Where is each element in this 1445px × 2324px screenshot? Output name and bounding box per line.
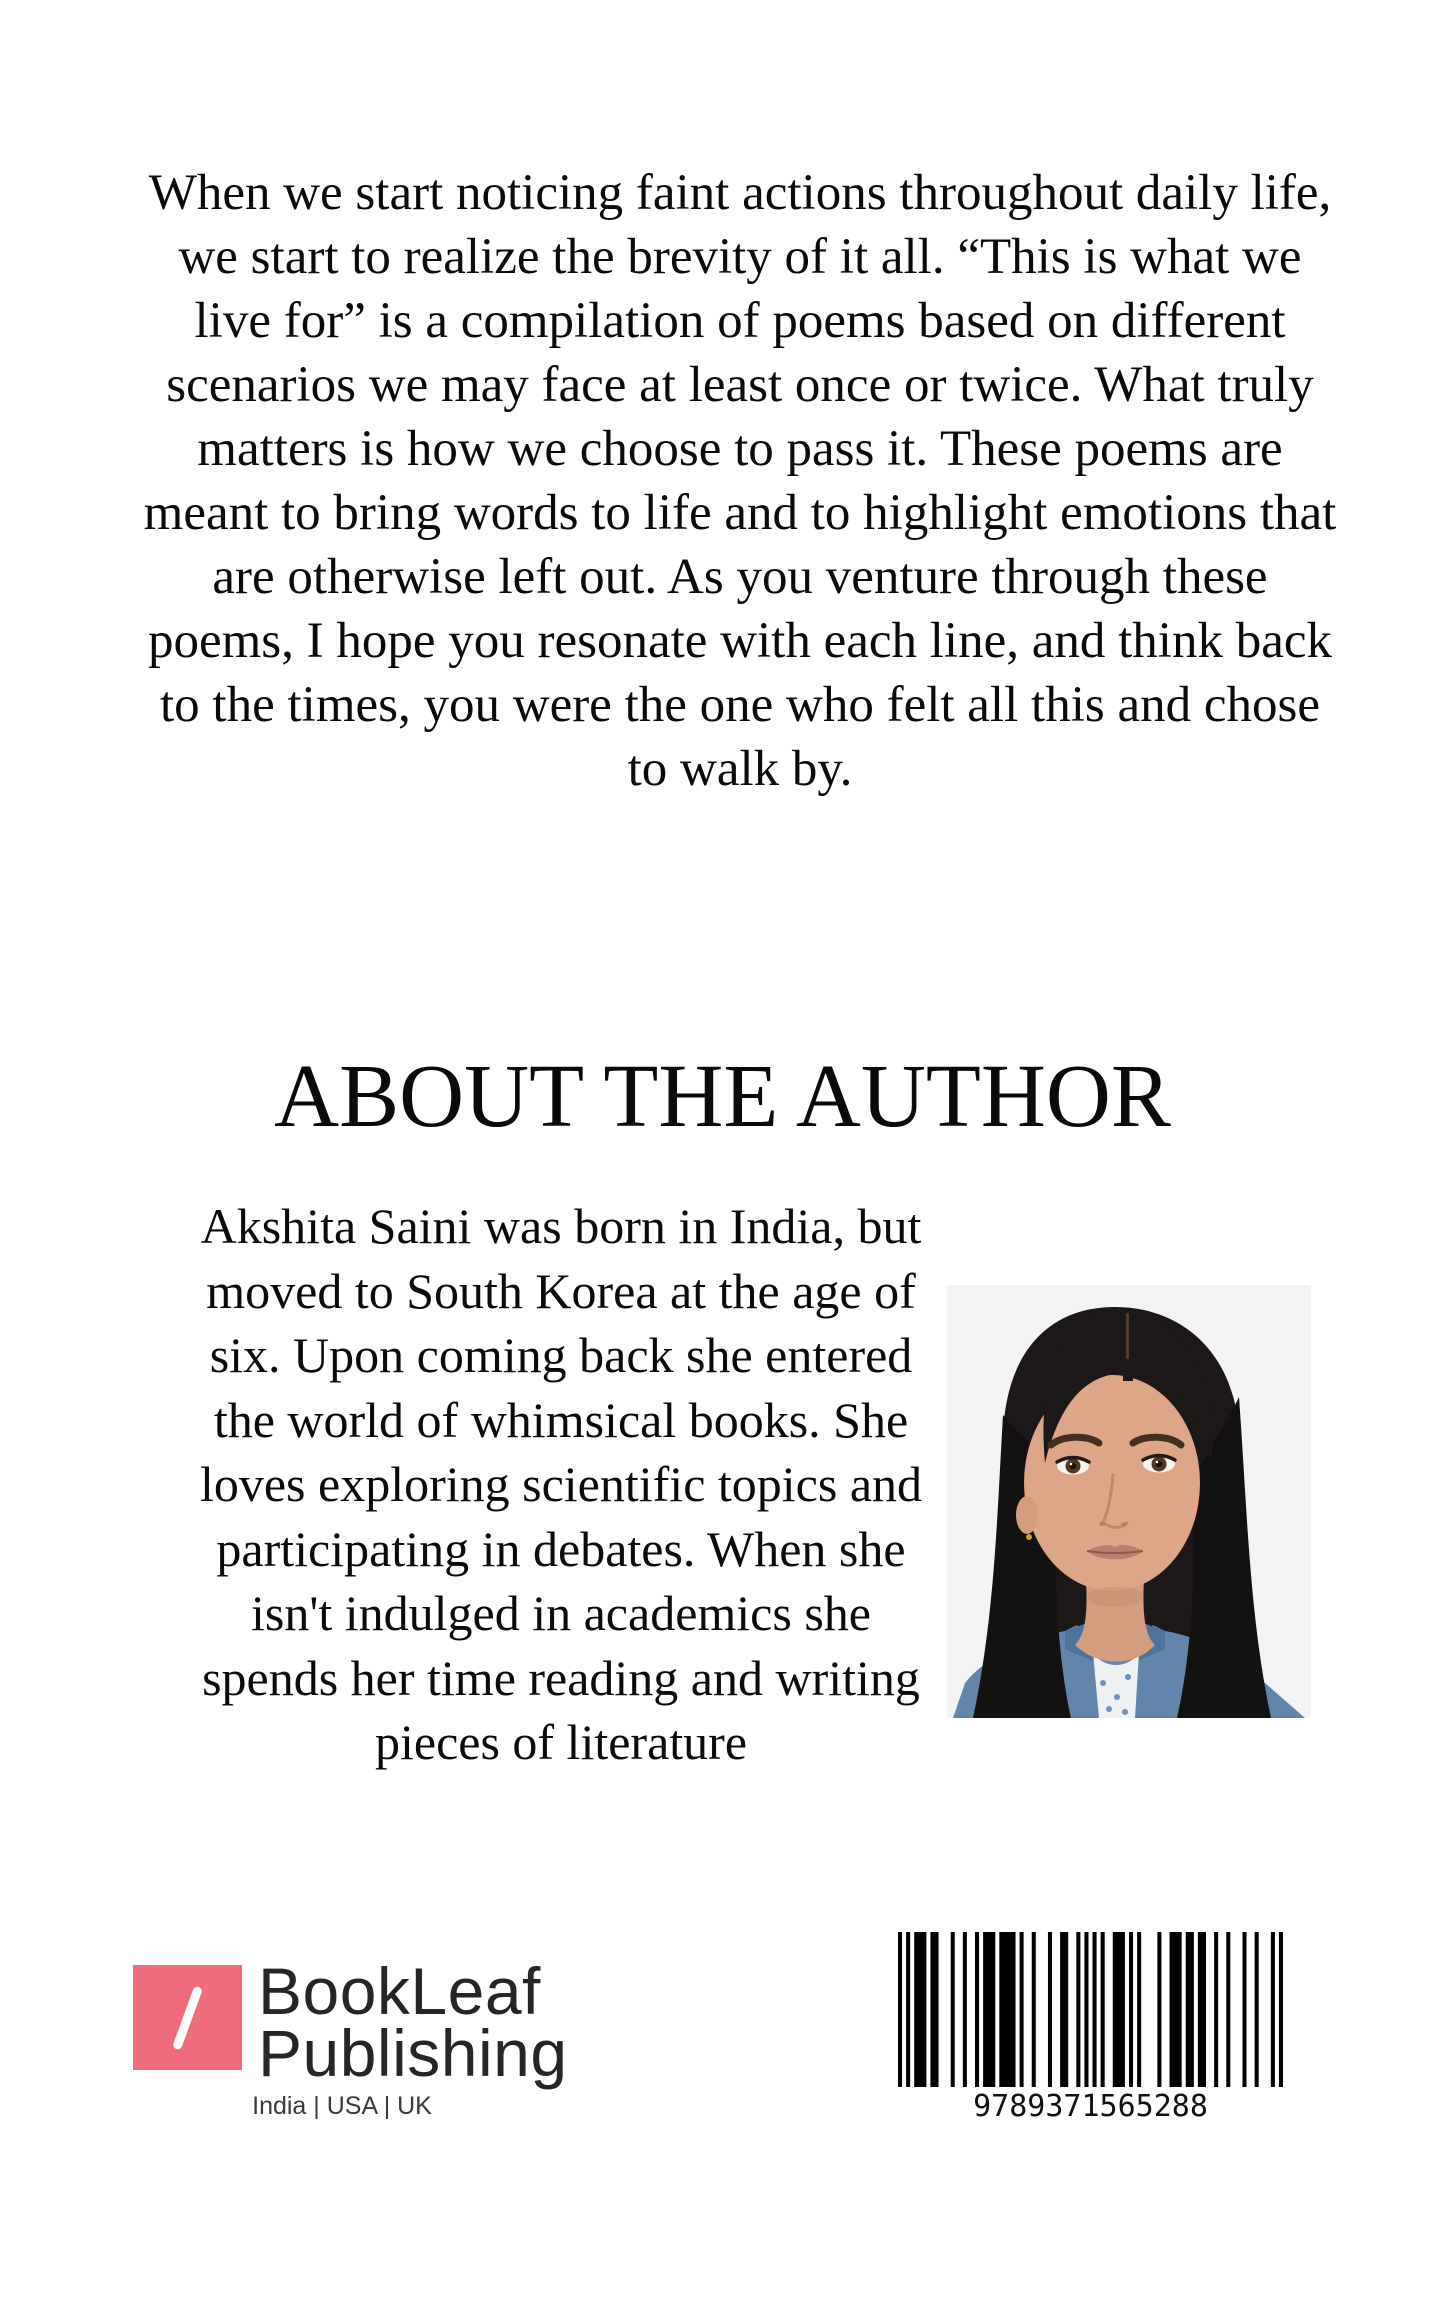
- publisher-name-line2: Publishing: [258, 2016, 568, 2090]
- barcode-bars: [898, 1932, 1283, 2087]
- slash-icon: [172, 1985, 203, 2050]
- isbn-number: 9789371565288: [973, 2089, 1208, 2124]
- author-portrait-illustration: [947, 1285, 1311, 1718]
- bookleaf-logo-icon: [133, 1965, 242, 2070]
- book-blurb: When we start noticing faint actions throughout daily life, we start to realize the brevity of it all. “This is what we live for” is a compilation of poems based on different scenarios we may face at least once or twice. What truly matters is how we choose to pass it. These poems are meant to bring words to life and to highlight emotions that are otherwise left out. As you venture through these poems, I hope you resonate with each line, and think back to the times, you were the one who felt all this and chose to walk by.: [143, 165, 1337, 797]
- publisher-regions: India | USA | UK: [252, 2092, 432, 2120]
- about-the-author-heading: ABOUT THE AUTHOR: [274, 1047, 1171, 1146]
- publisher-name-line1: BookLeaf: [258, 1954, 541, 2028]
- author-photo: [947, 1285, 1311, 1718]
- publisher-name: [258, 1954, 568, 2090]
- barcode: [898, 1932, 1283, 2124]
- author-bio: Akshita Saini was born in India, but moved to South Korea at the age of six. Upon coming back she entered the world of whimsical books. She loves exploring scientific topics and participating in debates. When she isn't indulged in academics she spends her time reading and writing pieces of literature: [199, 1198, 923, 1770]
